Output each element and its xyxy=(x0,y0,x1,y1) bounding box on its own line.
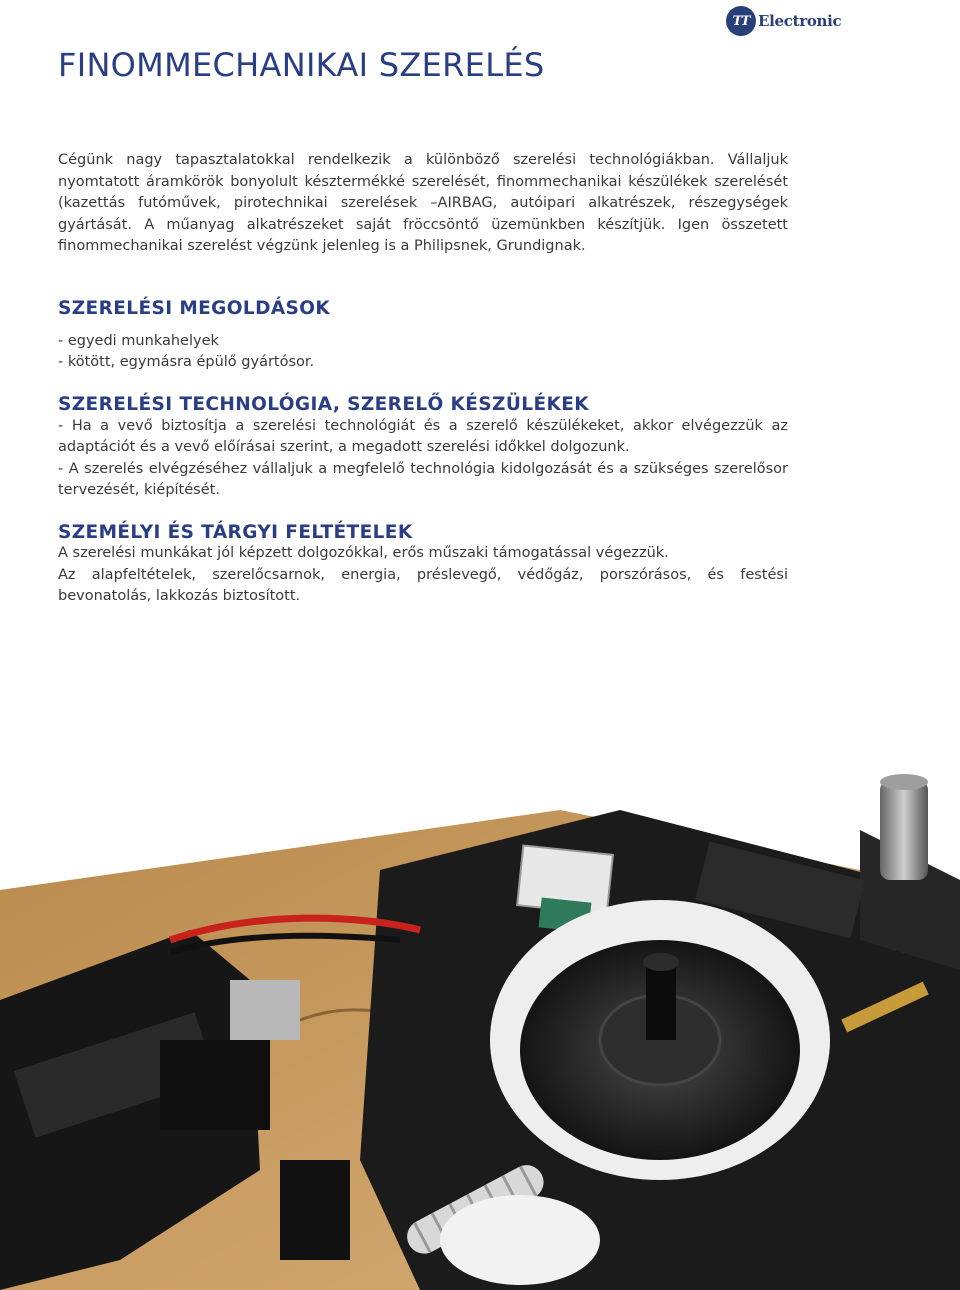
page-title: FINOMMECHANIKAI SZERELÉS xyxy=(58,46,545,84)
mechanism-photo xyxy=(0,740,960,1290)
connector xyxy=(230,980,300,1040)
solutions-list xyxy=(58,331,788,373)
technology-heading: SZERELÉSI TECHNOLÓGIA, SZERELŐ KÉSZÜLÉKEK xyxy=(58,394,589,415)
list-item: - egyedi munkahelyek xyxy=(58,333,219,349)
spindle xyxy=(646,960,676,1040)
conditions-paragraph-1: A szerelési munkákat jól képzett dolgozókkal, erős műszaki támogatással végezzük. xyxy=(58,545,669,561)
conditions-paragraph-2: Az alapfeltételek, szerelőcsarnok, energia, préslevegő, védőgáz, porszórásos, és festési bevonatolás, lakkozás biztosított. xyxy=(58,566,788,604)
conditions-heading: SZEMÉLYI ÉS TÁRGYI FELTÉTELEK xyxy=(58,521,413,543)
capacitor xyxy=(880,780,928,880)
technology-paragraph-2: - A szerelés elvégzéséhez vállaljuk a megfelelő technológia kidolgozását és a szükséges szerelősor tervezését, kiépítését. xyxy=(58,460,788,498)
intro-paragraph: Cégünk nagy tapasztalatokkal rendelkezik a különböző szerelési technológiákban. Vállaljuk nyomtatott áramkörök bonyolult késztermékké szerelését, finommechanikai készülékek szerelését (kazettás futóművek, pirotechnikai szerelések –AIRBAG, autóipari alkatrészek, részegységek gyártását. A műanyag alkatrészeket saját fröccsöntő üzemünkben készítjük. Igen összetett finommechanikai szerelést végzünk jelenleg is a Philipsnek, Grundignak. xyxy=(58,152,788,254)
logo-brand-text: Electronic xyxy=(758,12,842,30)
technology-paragraph-1: - Ha a vevő biztosítja a szerelési technológiát és a szerelő készülékeket, akkor elvégezzük az adaptációt és a vevő előírásai szerint, a megadott szerelési időkkel dolgozunk. xyxy=(58,417,788,455)
logo-mark: TT xyxy=(726,6,756,36)
main-content xyxy=(58,150,788,608)
solutions-heading: SZERELÉSI MEGOLDÁSOK xyxy=(58,297,331,319)
company-logo xyxy=(726,6,852,36)
small-switch xyxy=(280,1160,350,1260)
lower-white-gear xyxy=(440,1195,600,1285)
list-item: - kötött, egymásra épülő gyártósor. xyxy=(58,354,315,370)
switch-block xyxy=(160,1040,270,1130)
